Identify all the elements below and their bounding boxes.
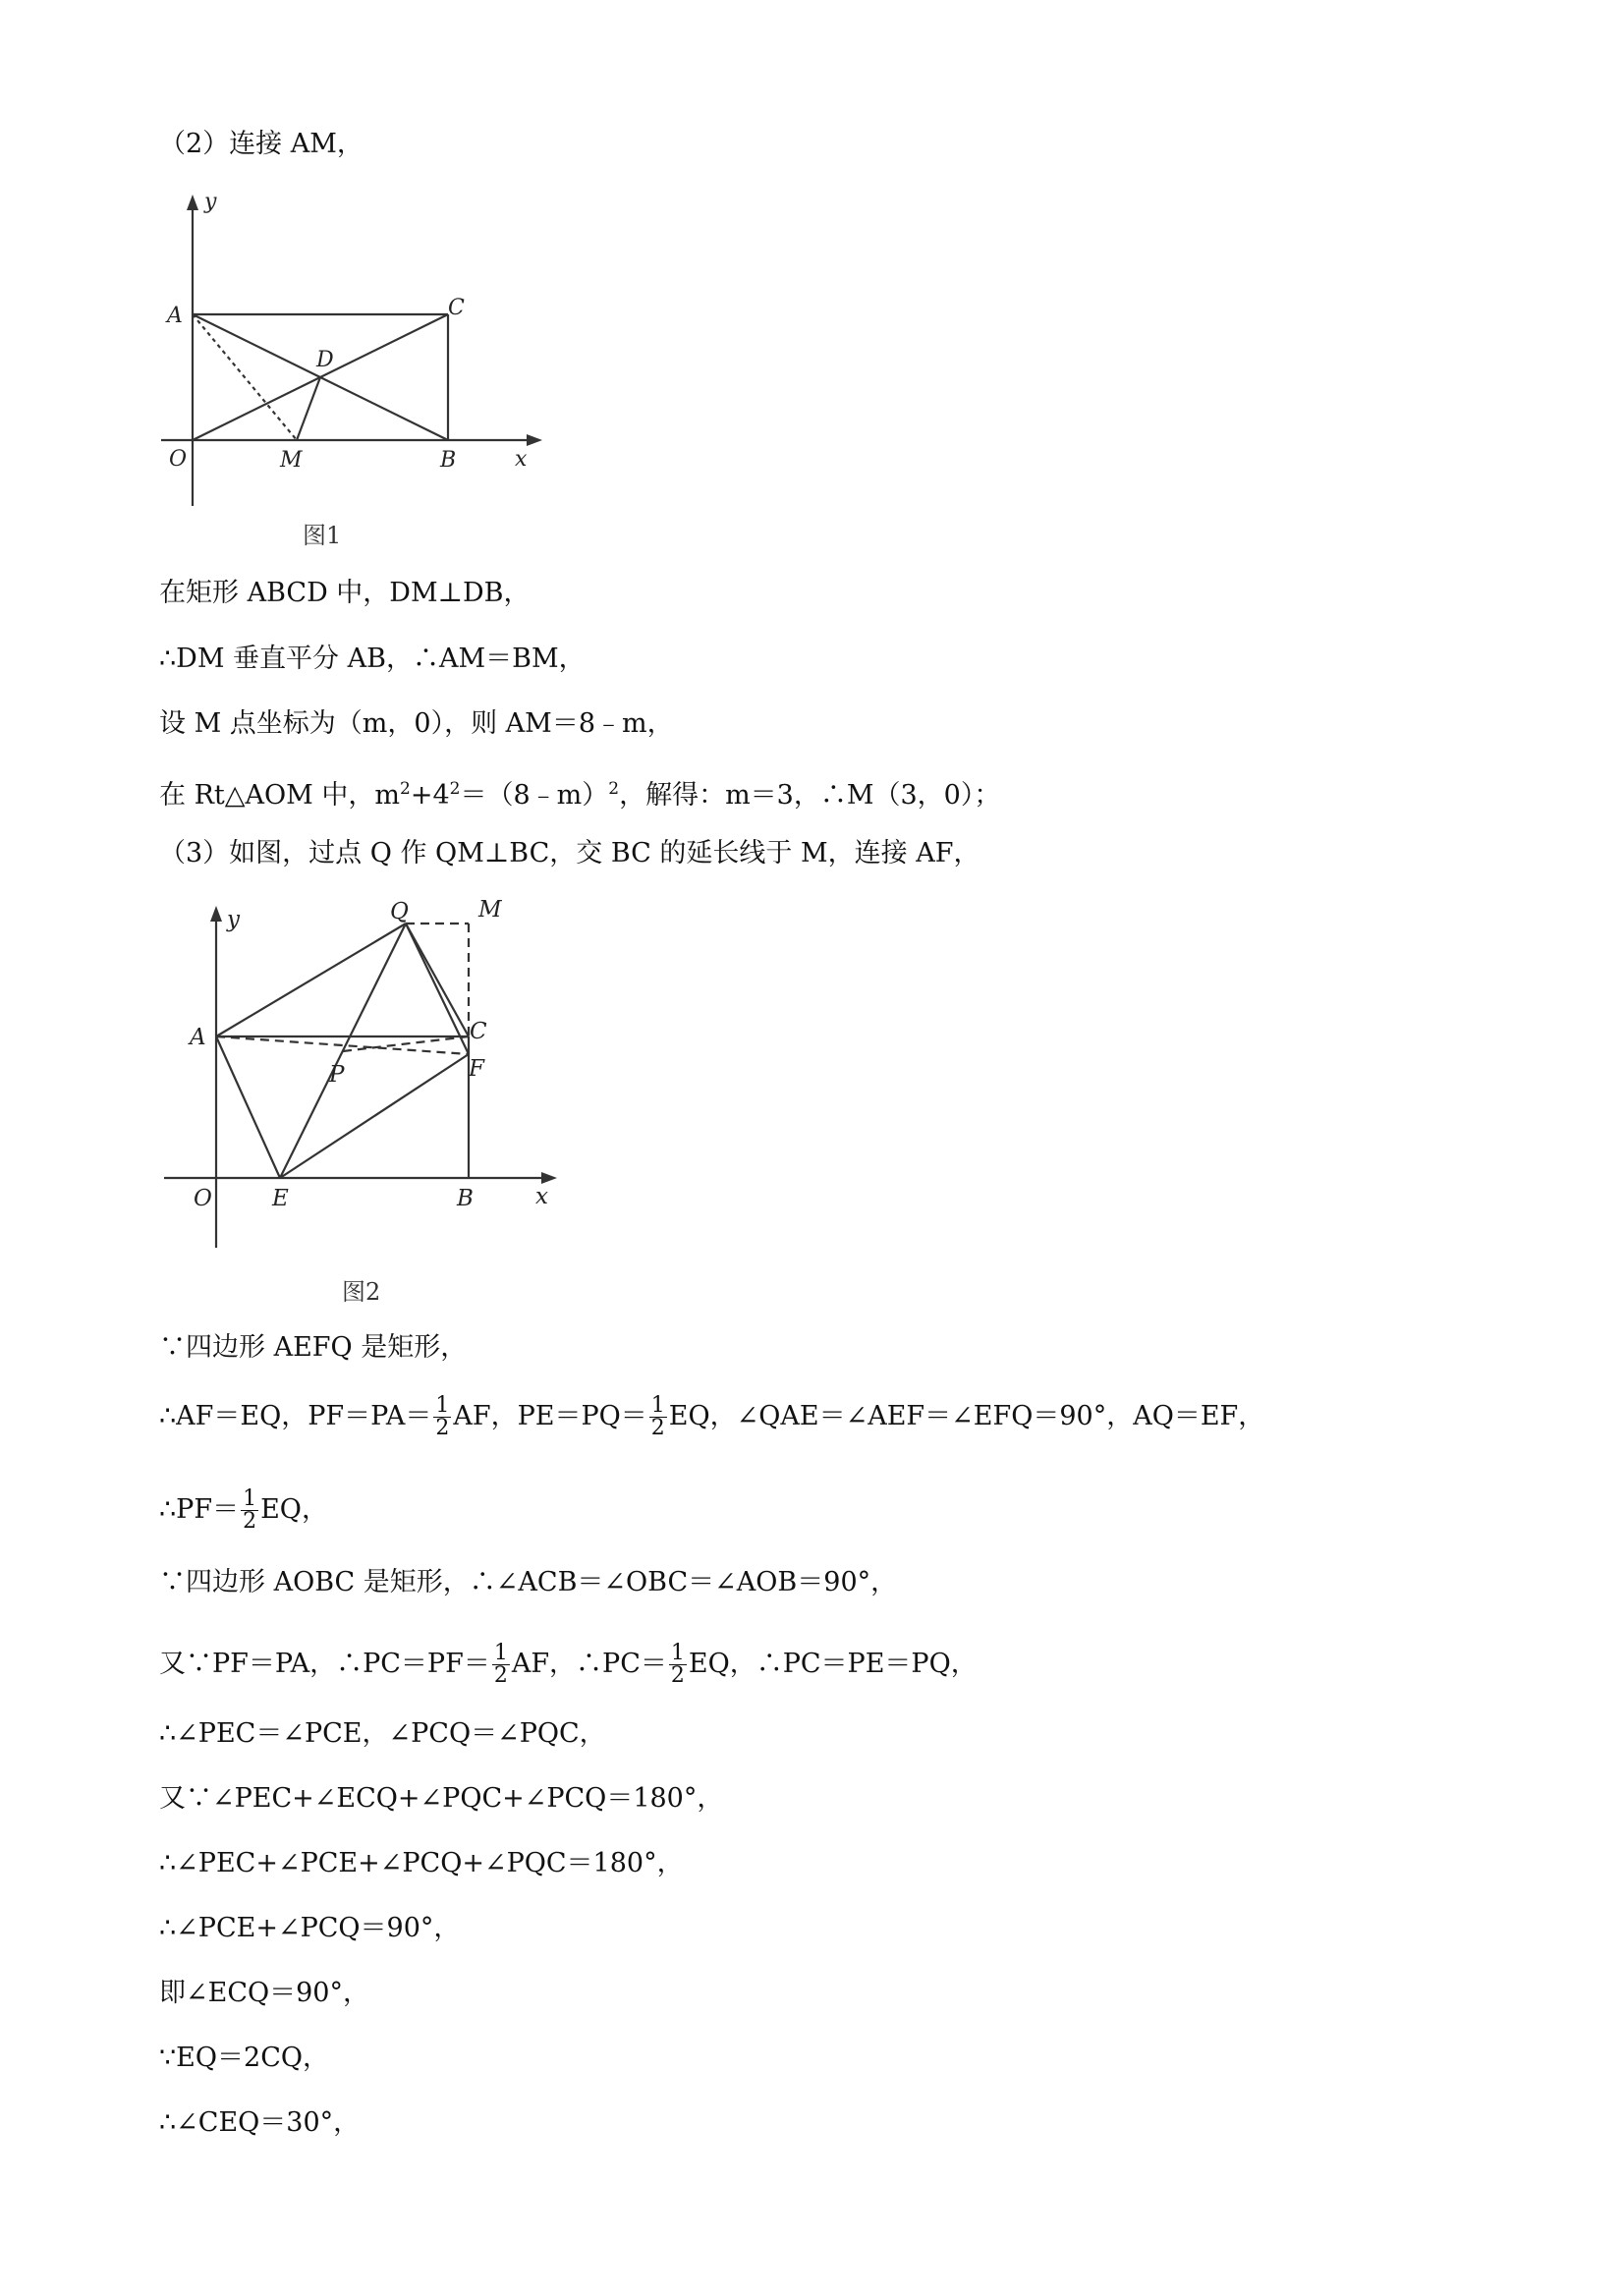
label-O: O: [169, 447, 188, 472]
text-line: 又∵PF＝PA，∴PC＝PF＝ $\frac{1}{2}$ AF，∴PC＝ $\frac{1}{2}$ EQ，∴PC＝PE＝PQ，: [159, 1641, 978, 1688]
text-line: ∴∠CEQ＝30°，: [159, 2107, 361, 2138]
label-B: B: [440, 448, 457, 473]
text-line: ∵EQ＝2CQ，: [159, 2043, 329, 2073]
fraction: $\frac{1}{2}$: [670, 1641, 685, 1688]
figure-2: [152, 889, 565, 1253]
figure-2-caption: 图2: [342, 1278, 381, 1306]
text-line: ∴DM 垂直平分 AB，∴AM＝BM，: [159, 644, 586, 674]
label-E: E: [272, 1186, 289, 1211]
text-line: ∴PF＝ $\frac{1}{2}$ EQ，: [159, 1486, 328, 1534]
label-M: M: [478, 897, 502, 923]
label-P: P: [329, 1062, 345, 1088]
label-y: y: [227, 907, 240, 932]
text-line: ∴AF＝EQ，PF＝PA＝ $\frac{1}{2}$ AF，PE＝PQ＝ $\frac{1}{2}$ EQ，∠QAE＝∠AEF＝∠EFQ＝90°，AQ＝EF，: [159, 1393, 1265, 1440]
text-line: ∴∠PEC+∠PCE+∠PCQ+∠PQC＝180°，: [159, 1848, 684, 1878]
text-line: ∵四边形 AOBC 是矩形，∴∠ACB＝∠OBC＝∠AOB＝90°，: [159, 1567, 898, 1597]
text-line: ∴∠PCE+∠PCQ＝90°，: [159, 1913, 461, 1943]
label-A: A: [167, 304, 183, 328]
text-line: ∴∠PEC＝∠PCE，∠PCQ＝∠PQC，: [159, 1718, 606, 1749]
label-O: O: [194, 1186, 212, 1211]
text-line: ∵四边形 AEFQ 是矩形，: [159, 1332, 468, 1363]
fraction: $\frac{1}{2}$: [650, 1393, 665, 1440]
label-Q: Q: [390, 899, 409, 924]
fraction: $\frac{1}{2}$: [243, 1486, 257, 1534]
text-line: （3）如图，过点 Q 作 QM⊥BC，交 BC 的延长线于 M，连接 AF，: [159, 838, 980, 868]
text-line: 在 Rt△AOM 中，$m^2+4^2=(8﹣m)^2$，解得：m＝3，∴M（3，0）；: [159, 779, 1001, 811]
label-C: C: [470, 1019, 487, 1044]
label-F: F: [469, 1056, 484, 1082]
figure-1: [147, 187, 550, 521]
label-x: x: [535, 1184, 548, 1209]
text-line: （2）连接 AM，: [159, 129, 364, 159]
text-line: 设 M 点坐标为（m，0），则 AM＝8﹣m，: [159, 708, 674, 739]
fraction: $\frac{1}{2}$: [435, 1393, 450, 1440]
label-C: C: [448, 296, 465, 320]
text-line: 又∵∠PEC+∠ECQ+∠PQC+∠PCQ＝180°，: [159, 1783, 724, 1814]
label-M: M: [280, 448, 303, 473]
label-B: B: [457, 1186, 474, 1211]
label-x: x: [515, 447, 528, 472]
label-y: y: [204, 190, 217, 214]
figure-1-caption: 图1: [303, 522, 342, 549]
fraction: $\frac{1}{2}$: [493, 1641, 508, 1688]
text-line: 在矩形 ABCD 中，DM⊥DB，: [159, 578, 531, 608]
label-D: D: [316, 348, 334, 372]
label-A: A: [190, 1025, 206, 1050]
text-line: 即∠ECQ＝90°，: [159, 1978, 369, 2008]
